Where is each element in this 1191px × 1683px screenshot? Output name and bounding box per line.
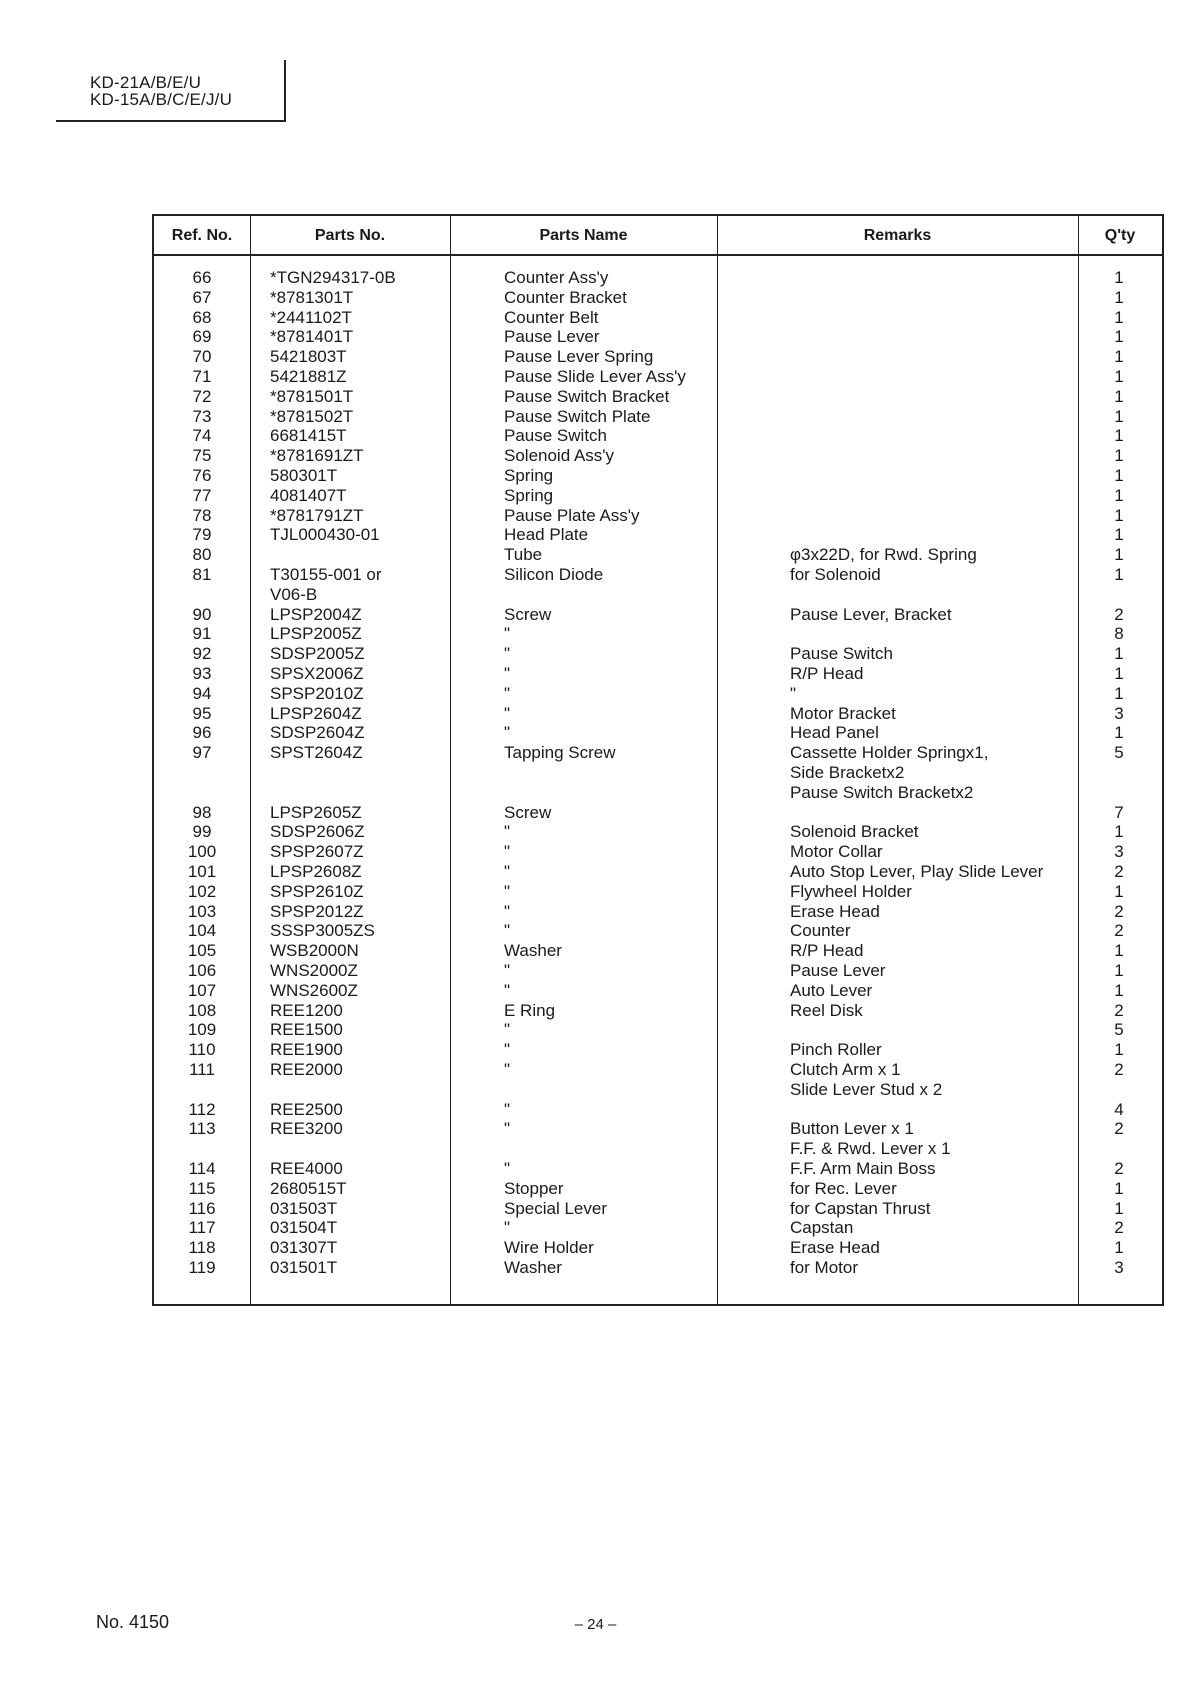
cell-qty: 2 (1114, 1159, 1124, 1178)
cell-remarks: Slide Lever Stud x 2 (790, 1079, 943, 1099)
table-row (154, 624, 1162, 644)
cell-part-name: " (504, 881, 511, 901)
cell-part-name: " (504, 664, 511, 683)
cell-part-no: LPSP2604Z (270, 703, 362, 723)
cell-qty: 1 (1114, 307, 1124, 327)
cell-ref-no: 104 (187, 921, 217, 941)
cell-remarks: Pause Lever, Bracket (790, 604, 952, 624)
cell-qty: 1 (1114, 287, 1124, 307)
cell-part-name: " (504, 683, 511, 703)
cell-remarks: Capstan (790, 1218, 854, 1238)
cell-qty: 1 (1114, 327, 1124, 347)
cell-ref-no: 74 (192, 426, 212, 446)
cell-qty: 2 (1114, 1060, 1124, 1079)
cell-ref-no: 108 (187, 1000, 217, 1020)
table-row (154, 347, 1162, 367)
cell-part-name: " (504, 980, 511, 1000)
cell-part-name: Washer (504, 1258, 562, 1277)
cell-ref-no: 97 (192, 743, 212, 763)
page-number: – 24 – (574, 1616, 617, 1633)
document-number: No. 4150 (96, 1612, 170, 1632)
cell-ref-no: 71 (192, 367, 212, 386)
table-row (154, 803, 1162, 823)
cell-ref-no: 95 (192, 703, 212, 723)
cell-part-name: " (504, 921, 511, 941)
cell-part-name: Stopper (504, 1178, 564, 1198)
cell-remarks: φ3x22D, for Rwd. Spring (790, 545, 977, 565)
cell-part-name: Counter Ass'y (504, 268, 609, 287)
cell-part-name: " (504, 624, 511, 644)
cell-qty: 1 (1114, 525, 1124, 545)
cell-ref-no: 115 (188, 1178, 216, 1198)
table-row (154, 664, 1162, 684)
table-row (154, 308, 1162, 328)
table-row (154, 565, 1162, 585)
cell-ref-no: 94 (192, 683, 212, 703)
cell-qty: 2 (1114, 1000, 1124, 1020)
table-row (154, 387, 1162, 407)
cell-part-no: WNS2600Z (270, 980, 358, 1000)
cell-ref-no: 99 (192, 822, 212, 842)
cell-part-no: SPST2604Z (270, 743, 363, 763)
table-row (154, 446, 1162, 466)
cell-ref-no: 76 (192, 466, 212, 485)
cell-part-no: 5421803T (270, 347, 347, 367)
cell-remarks: R/P Head (790, 664, 864, 683)
cell-qty: 1 (1114, 683, 1124, 703)
cell-part-name: Counter Bracket (504, 287, 627, 307)
cell-remarks: Pinch Roller (790, 1040, 882, 1060)
cell-part-name: " (504, 644, 511, 664)
cell-part-name: " (504, 1119, 511, 1139)
cell-qty: 1 (1114, 485, 1124, 505)
cell-qty: 2 (1114, 862, 1124, 881)
cell-qty: 1 (1114, 1040, 1124, 1060)
cell-remarks: Solenoid Bracket (790, 822, 919, 842)
cell-remarks: Motor Collar (790, 842, 883, 862)
cell-part-name: " (504, 862, 511, 881)
table-row (154, 268, 1162, 288)
cell-ref-no: 107 (187, 980, 217, 1000)
cell-part-no: SPSX2006Z (270, 664, 364, 683)
cell-ref-no: 102 (187, 881, 217, 901)
cell-ref-no: 118 (188, 1238, 216, 1258)
model-number-box (56, 60, 286, 122)
cell-qty: 2 (1114, 1119, 1124, 1139)
table-row (154, 407, 1162, 427)
cell-ref-no: 75 (192, 446, 212, 466)
cell-qty: 1 (1114, 644, 1124, 664)
cell-part-name: " (504, 1159, 511, 1178)
cell-part-no: TJL000430-01 (270, 525, 380, 545)
cell-ref-no: 91 (192, 624, 212, 644)
cell-part-no: 031501T (270, 1258, 338, 1277)
cell-ref-no: 106 (187, 961, 217, 980)
cell-qty: 4 (1114, 1099, 1124, 1119)
cell-part-no: REE4000 (270, 1159, 343, 1178)
cell-part-no: SPSP2610Z (270, 881, 364, 901)
table-row (154, 1179, 1162, 1199)
header-qty: Q'ty (1104, 227, 1136, 244)
cell-part-name: " (504, 822, 511, 842)
cell-part-name: Screw (504, 802, 552, 822)
cell-remarks: Reel Disk (790, 1000, 863, 1020)
table-row (154, 426, 1162, 446)
table-row (154, 981, 1162, 1001)
table-row (154, 644, 1162, 664)
cell-remarks: Auto Lever (790, 980, 873, 1000)
cell-part-name: Silicon Diode (504, 565, 604, 584)
parts-list-table (152, 214, 1164, 1306)
table-row (154, 882, 1162, 902)
cell-part-name: " (504, 1099, 511, 1119)
cell-part-name: Tapping Screw (504, 743, 616, 763)
table-row (154, 1258, 1162, 1278)
table-row (154, 783, 1162, 803)
table-row (154, 961, 1162, 981)
cell-qty: 1 (1114, 664, 1124, 683)
cell-part-no: 2680515T (270, 1178, 347, 1198)
cell-part-name: Solenoid Ass'y (504, 446, 615, 466)
cell-ref-no: 111 (189, 1060, 215, 1079)
table-row (154, 921, 1162, 941)
cell-qty: 1 (1114, 268, 1124, 287)
cell-part-no: 031504T (270, 1218, 338, 1238)
table-row (154, 486, 1162, 506)
cell-qty: 1 (1114, 347, 1124, 367)
cell-qty: 3 (1114, 703, 1124, 723)
cell-part-no: *8781501T (270, 386, 354, 406)
cell-qty: 1 (1114, 723, 1124, 743)
cell-qty: 1 (1114, 466, 1124, 485)
cell-qty: 1 (1114, 505, 1124, 525)
cell-ref-no: 114 (188, 1159, 216, 1178)
cell-qty: 3 (1114, 1258, 1124, 1277)
table-row (154, 327, 1162, 347)
cell-part-name: Special Lever (504, 1198, 608, 1218)
table-row (154, 1001, 1162, 1021)
cell-ref-no: 96 (192, 723, 212, 743)
cell-part-no: *8781401T (270, 327, 354, 347)
table-row (154, 466, 1162, 486)
table-row (154, 743, 1162, 763)
cell-qty: 1 (1114, 1178, 1124, 1198)
model-line-2: KD-15A/B/C/E/J/U (90, 90, 233, 109)
table-row (154, 862, 1162, 882)
cell-remarks: for Rec. Lever (790, 1178, 897, 1198)
cell-part-no: LPSP2005Z (270, 624, 362, 644)
cell-qty: 8 (1114, 624, 1124, 644)
table-row (154, 1060, 1162, 1080)
cell-part-no: LPSP2608Z (270, 862, 362, 881)
cell-ref-no: 116 (188, 1198, 216, 1218)
cell-part-name: Pause Lever (504, 327, 600, 347)
cell-remarks: for Solenoid (790, 565, 881, 584)
cell-part-name: Counter Belt (504, 307, 599, 327)
cell-part-name: Pause Switch Bracket (504, 386, 670, 406)
cell-part-no: *8781691ZT (270, 446, 364, 466)
cell-qty: 3 (1114, 842, 1124, 862)
cell-remarks: Head Panel (790, 723, 879, 743)
table-row (154, 1020, 1162, 1040)
cell-qty: 1 (1114, 980, 1124, 1000)
cell-remarks: Pause Lever (790, 961, 886, 980)
cell-part-no: REE2500 (270, 1099, 343, 1119)
cell-part-name: " (504, 1020, 511, 1040)
cell-part-no: 4081407T (270, 485, 347, 505)
table-row (154, 684, 1162, 704)
table-row (154, 525, 1162, 545)
cell-qty: 2 (1114, 1218, 1124, 1238)
table-row (154, 1119, 1162, 1139)
cell-part-name: Pause Slide Lever Ass'y (504, 367, 686, 386)
cell-remarks: Clutch Arm x 1 (790, 1060, 901, 1079)
cell-qty: 1 (1114, 386, 1124, 406)
cell-ref-no: 67 (192, 287, 212, 307)
cell-part-no: SPSP2607Z (270, 842, 364, 862)
cell-qty: 2 (1114, 901, 1124, 921)
cell-ref-no: 81 (192, 565, 212, 584)
cell-part-name: " (504, 723, 511, 743)
cell-ref-no: 79 (192, 525, 212, 545)
cell-ref-no: 109 (187, 1020, 217, 1040)
table-row (154, 822, 1162, 842)
cell-ref-no: 117 (188, 1218, 216, 1238)
cell-ref-no: 105 (187, 941, 217, 961)
cell-ref-no: 66 (192, 268, 212, 287)
cell-ref-no: 103 (187, 901, 217, 921)
table-row (154, 704, 1162, 724)
cell-part-no: REE3200 (270, 1119, 343, 1139)
cell-qty: 1 (1114, 881, 1124, 901)
cell-qty: 5 (1114, 743, 1124, 763)
cell-ref-no: 90 (192, 604, 212, 624)
cell-qty: 1 (1114, 565, 1124, 584)
cell-remarks: Flywheel Holder (790, 881, 912, 901)
table-row (154, 1040, 1162, 1060)
cell-part-name: Pause Plate Ass'y (504, 505, 640, 525)
table-row (154, 288, 1162, 308)
header-remarks: Remarks (863, 227, 932, 244)
cell-part-no: T30155-001 or (270, 565, 382, 584)
cell-remarks: R/P Head (790, 941, 864, 961)
cell-qty: 1 (1114, 545, 1124, 565)
cell-part-no: SDSP2606Z (270, 822, 365, 842)
cell-ref-no: 73 (192, 406, 212, 426)
table-row (154, 1139, 1162, 1159)
cell-part-no: 5421881Z (270, 367, 347, 386)
table-row (154, 545, 1162, 565)
table-row (154, 902, 1162, 922)
cell-part-no: SSSP3005ZS (270, 921, 375, 941)
table-row (154, 605, 1162, 625)
cell-qty: 2 (1114, 921, 1124, 941)
cell-qty: 1 (1114, 941, 1124, 961)
cell-part-no: WSB2000N (270, 941, 359, 961)
cell-remarks: F.F. & Rwd. Lever x 1 (790, 1139, 951, 1159)
table-row (154, 1159, 1162, 1179)
header-parts-name: Parts Name (539, 227, 628, 244)
cell-part-no: V06-B (270, 584, 318, 604)
cell-part-name: Head Plate (504, 525, 589, 545)
cell-part-name: " (504, 1060, 511, 1079)
cell-qty: 2 (1114, 604, 1124, 624)
cell-part-no: SPSP2012Z (270, 901, 364, 921)
cell-qty: 1 (1114, 1198, 1124, 1218)
cell-remarks: Motor Bracket (790, 703, 896, 723)
model-line-1: KD-21A/B/E/U (90, 73, 202, 92)
cell-part-no: *8781502T (270, 406, 354, 426)
cell-remarks: Auto Stop Lever, Play Slide Lever (790, 862, 1044, 881)
cell-part-no: *8781791ZT (270, 505, 364, 525)
cell-qty: 5 (1114, 1020, 1124, 1040)
table-row (154, 1218, 1162, 1238)
header-parts-no: Parts No. (314, 227, 386, 244)
cell-part-name: Wire Holder (504, 1238, 594, 1258)
cell-part-no: REE1900 (270, 1040, 343, 1060)
cell-ref-no: 72 (192, 386, 212, 406)
cell-part-no: SPSP2010Z (270, 683, 364, 703)
cell-part-no: SDSP2604Z (270, 723, 365, 743)
cell-qty: 1 (1114, 406, 1124, 426)
cell-qty: 1 (1114, 367, 1124, 386)
cell-part-no: SDSP2005Z (270, 644, 365, 664)
cell-ref-no: 70 (192, 347, 212, 367)
cell-ref-no: 100 (187, 842, 217, 862)
cell-remarks: Counter (790, 921, 851, 941)
header-divider (154, 254, 1162, 256)
header-ref-no: Ref. No. (171, 227, 233, 244)
cell-part-no: *8781301T (270, 287, 354, 307)
cell-qty: 1 (1114, 961, 1124, 980)
cell-remarks: " (790, 683, 797, 703)
cell-part-no: 031307T (270, 1238, 338, 1258)
cell-part-name: " (504, 961, 511, 980)
cell-qty: 1 (1114, 446, 1124, 466)
cell-part-no: REE1200 (270, 1000, 343, 1020)
cell-qty: 1 (1114, 822, 1124, 842)
table-row (154, 585, 1162, 605)
table-row (154, 941, 1162, 961)
cell-ref-no: 68 (192, 307, 212, 327)
table-row (154, 723, 1162, 743)
table-row (154, 506, 1162, 526)
cell-part-no: LPSP2004Z (270, 604, 362, 624)
table-row (154, 1100, 1162, 1120)
cell-remarks: Erase Head (790, 901, 880, 921)
table-row (154, 1238, 1162, 1258)
cell-remarks: for Capstan Thrust (790, 1198, 931, 1218)
cell-remarks: Pause Switch (790, 644, 893, 664)
cell-part-no: 031503T (270, 1198, 338, 1218)
cell-part-name: Pause Switch Plate (504, 406, 651, 426)
cell-part-name: Screw (504, 604, 552, 624)
cell-remarks: Button Lever x 1 (790, 1119, 914, 1139)
cell-part-name: Pause Lever Spring (504, 347, 654, 367)
table-row (154, 367, 1162, 387)
cell-ref-no: 113 (188, 1119, 216, 1139)
cell-remarks: F.F. Arm Main Boss (790, 1159, 936, 1178)
cell-part-name: Spring (504, 466, 554, 485)
cell-ref-no: 119 (188, 1258, 216, 1277)
cell-part-name: " (504, 842, 511, 862)
cell-part-no: *TGN294317-0B (270, 268, 396, 287)
cell-qty: 1 (1114, 426, 1124, 446)
cell-qty: 7 (1114, 802, 1124, 822)
cell-ref-no: 98 (192, 802, 212, 822)
table-row (154, 1199, 1162, 1219)
cell-part-no: REE2000 (270, 1060, 343, 1079)
cell-ref-no: 110 (188, 1040, 216, 1060)
cell-part-no: REE1500 (270, 1020, 343, 1040)
cell-part-name: " (504, 703, 511, 723)
cell-part-name: " (504, 901, 511, 921)
cell-remarks: Side Bracketx2 (790, 763, 905, 782)
cell-ref-no: 77 (192, 485, 212, 505)
cell-ref-no: 112 (188, 1099, 216, 1119)
cell-part-no: LPSP2605Z (270, 802, 362, 822)
cell-part-no: 580301T (270, 466, 338, 485)
cell-ref-no: 80 (192, 545, 212, 565)
table-row (154, 842, 1162, 862)
cell-part-name: E Ring (504, 1000, 556, 1020)
table-row (154, 1080, 1162, 1100)
cell-ref-no: 101 (187, 862, 217, 881)
cell-part-name: Spring (504, 485, 554, 505)
cell-part-no: WNS2000Z (270, 961, 358, 980)
cell-part-name: Tube (504, 545, 543, 565)
cell-part-no: *2441102T (270, 307, 352, 327)
cell-remarks: for Motor (790, 1258, 859, 1277)
cell-ref-no: 78 (192, 505, 212, 525)
cell-part-name: " (504, 1040, 511, 1060)
cell-qty: 1 (1114, 1238, 1124, 1258)
cell-part-no: 6681415T (270, 426, 347, 446)
cell-ref-no: 93 (192, 664, 212, 683)
table-row (154, 763, 1162, 783)
cell-part-name: " (504, 1218, 511, 1238)
cell-part-name: Pause Switch (504, 426, 607, 446)
cell-remarks: Erase Head (790, 1238, 880, 1258)
cell-ref-no: 69 (192, 327, 212, 347)
cell-ref-no: 92 (192, 644, 212, 664)
cell-remarks: Cassette Holder Springx1, (790, 743, 989, 763)
cell-remarks: Pause Switch Bracketx2 (790, 782, 974, 802)
cell-part-name: Washer (504, 941, 562, 961)
